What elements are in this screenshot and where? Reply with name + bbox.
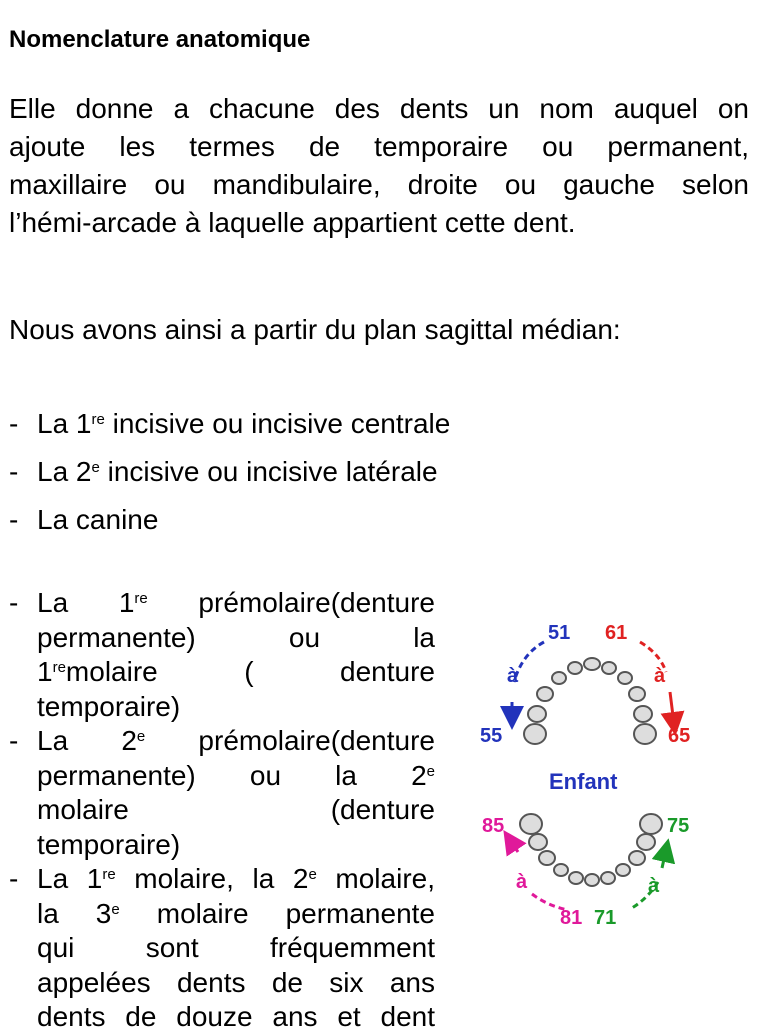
label-51: 51 <box>548 622 571 644</box>
list-item-text: dents de douze ans et dent <box>37 1001 435 1032</box>
list-item-text: temporaire) <box>37 828 181 860</box>
list-item-text: prémolaire(denture <box>145 725 435 756</box>
superscript: e <box>111 900 120 918</box>
list-item-text: molaire (denture <box>37 794 435 825</box>
superscript: e <box>308 866 317 883</box>
list-item: - La 1re prémolaire(denture permanente) ou la 1remolaire ( denture temporaire) <box>9 586 435 724</box>
label-a: à <box>516 871 528 893</box>
list-item-text: La canine <box>37 504 159 535</box>
list-item-text: La 1 <box>37 408 92 439</box>
list-item-text: molaire, <box>316 863 435 894</box>
center-label: Enfant <box>549 769 618 794</box>
arrow-icon <box>662 850 666 868</box>
superscript: re <box>134 590 148 607</box>
subtitle <box>9 311 749 349</box>
list-item-text: qui sont fréquemment <box>37 932 435 963</box>
list-item-text: 1 <box>37 656 53 687</box>
superscript: re <box>52 659 66 676</box>
label-61: 61 <box>605 622 628 644</box>
label-81: 81 <box>560 907 583 929</box>
subtitle-text: Nous avons ainsi a partir du plan sagittal médian: <box>9 314 621 345</box>
list-item-text: incisive ou incisive centrale <box>104 408 451 439</box>
list-item-text: permanente) ou la <box>37 621 435 653</box>
label-85: 85 <box>482 815 505 837</box>
intro-paragraph <box>9 90 749 242</box>
superscript: e <box>426 762 435 780</box>
bottom-list <box>9 586 435 1035</box>
list-item-text: prémolaire(denture <box>147 587 435 618</box>
dental-arch-diagram <box>462 612 722 942</box>
label-a: à <box>507 665 519 687</box>
upper-arch <box>524 658 656 744</box>
label-65: 65 <box>668 725 691 747</box>
superscript: e <box>136 728 146 745</box>
list-item-text: incisive ou incisive latérale <box>99 456 438 487</box>
list-item-text: La 2 <box>37 725 137 756</box>
lower-arch <box>520 814 662 886</box>
list-item-text: molaire permanente <box>119 897 435 929</box>
superscript: re <box>91 411 105 428</box>
intro-line: Elle donne a chacune des dents un nom auquel on <box>9 93 749 124</box>
arrow-icon <box>670 692 674 724</box>
list-item: - La 2e incisive ou incisive latérale <box>9 456 438 487</box>
page-title: Nomenclature anatomique <box>9 26 311 53</box>
label-75: 75 <box>667 815 690 837</box>
label-55: 55 <box>480 725 503 747</box>
list-item: - La 2e prémolaire(denture permanente) ou la 2e molaire (denture temporaire) <box>9 724 435 862</box>
intro-line: ajoute les termes de temporaire ou permanent, <box>9 131 749 162</box>
list-item-text: molaire ( denture <box>65 656 435 687</box>
arrow-icon <box>514 642 544 682</box>
list-item-text: La 1 <box>37 863 103 894</box>
superscript: re <box>102 866 116 883</box>
list-item-text: La 2 <box>37 456 92 487</box>
label-a: à <box>654 665 666 687</box>
list-item-text: La 1 <box>37 587 135 618</box>
list-item-text: appelées dents de six ans <box>37 966 435 998</box>
list-item-text: permanente) ou la 2 <box>37 759 427 791</box>
list-item-text: temporaire) <box>37 690 181 722</box>
list-item: - La canine <box>9 504 159 535</box>
arrow-icon <box>510 840 518 852</box>
intro-line: maxillaire ou mandibulaire, droite ou gauche selon <box>9 169 749 200</box>
list-item-text: molaire, la 2 <box>115 863 309 894</box>
superscript: e <box>91 459 100 476</box>
list-item: - La 1re incisive ou incisive centrale <box>9 408 451 439</box>
intro-line: l’hémi-arcade à laquelle appartient cette dent. <box>9 207 576 238</box>
label-a: à <box>648 875 660 897</box>
list-item: - La 1re molaire, la 2e molaire, la 3e molaire permanente qui sont fréquemment appelées dents de six ans dents de douze ans et dent <box>9 862 435 1035</box>
list-item-text: la 3 <box>37 897 112 929</box>
label-71: 71 <box>594 907 617 929</box>
